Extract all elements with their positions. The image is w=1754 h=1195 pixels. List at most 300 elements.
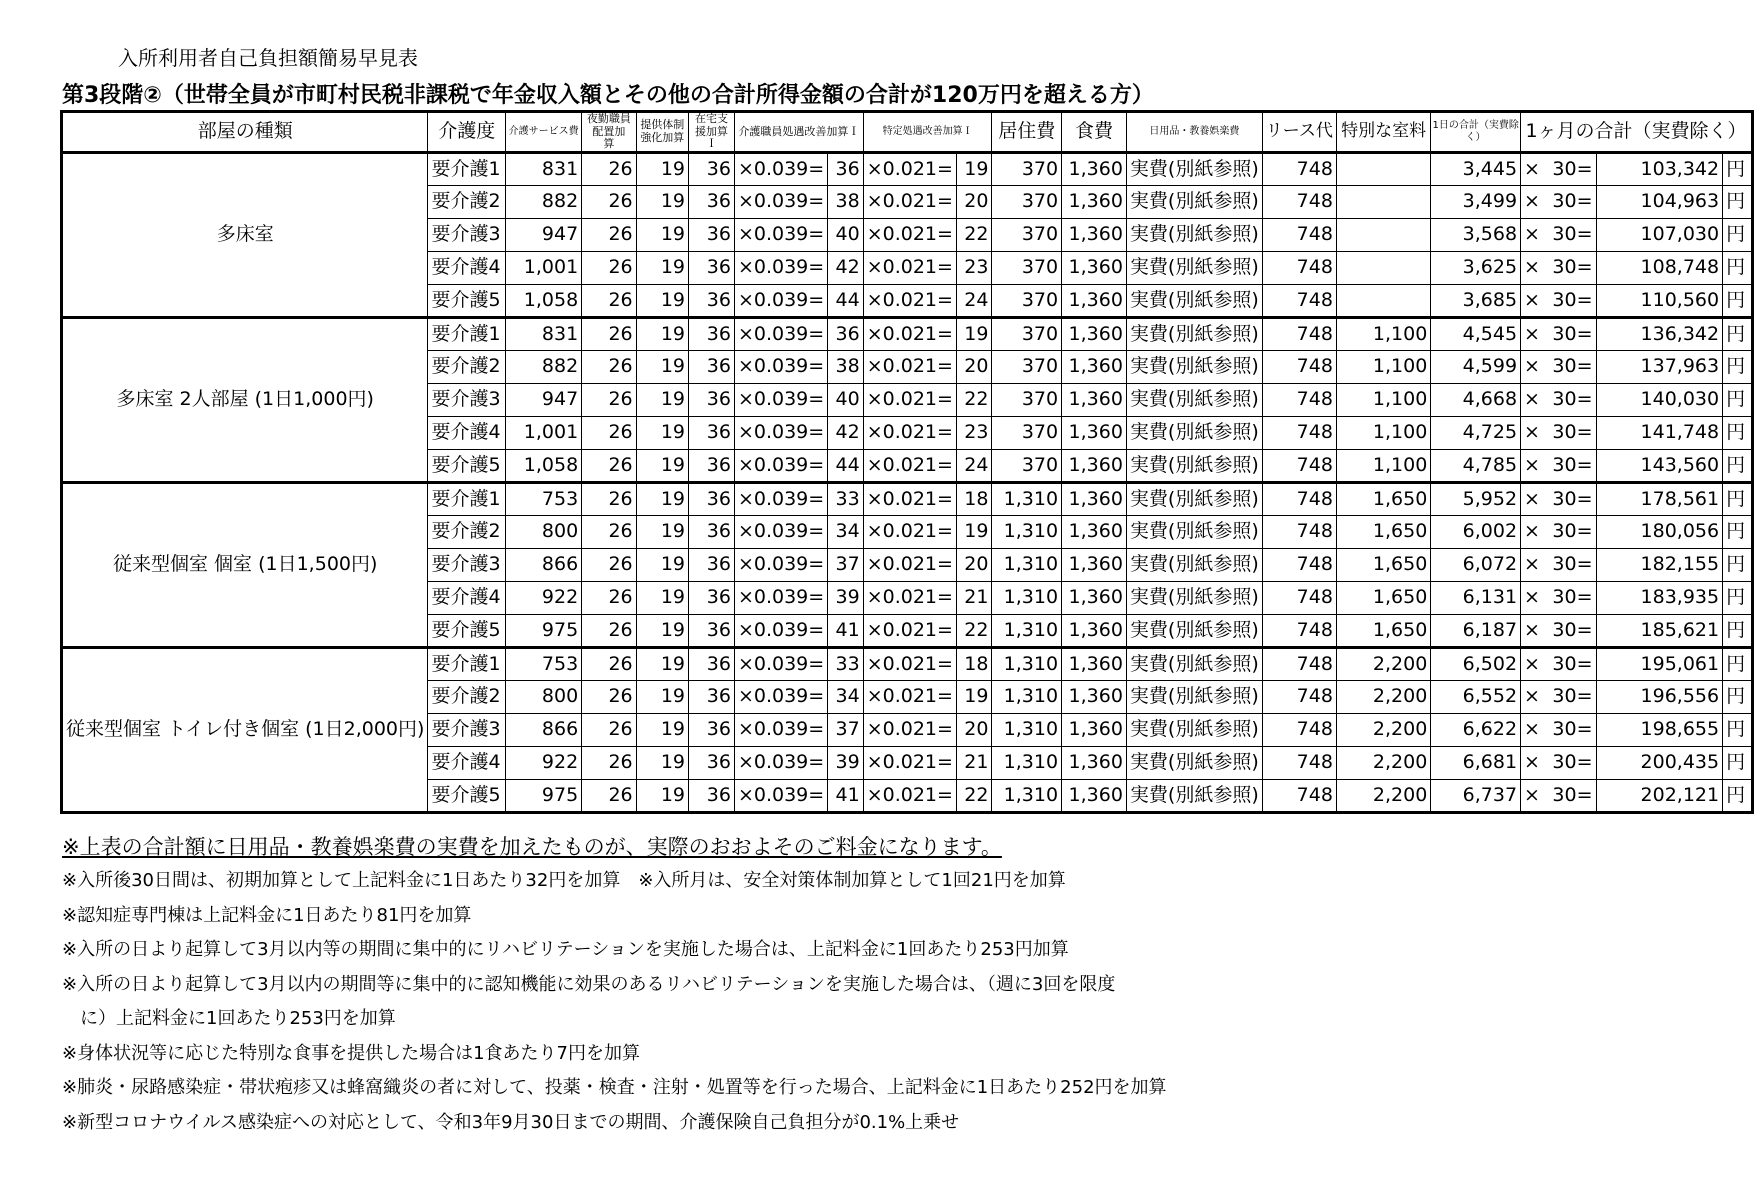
service-system: 19 [636,647,688,680]
monthly-total: 185,621 [1596,614,1723,647]
care-level: 要介護3 [428,218,506,251]
lease-fee: 748 [1262,251,1336,284]
monthly-total: 137,963 [1596,350,1723,383]
residence-fee: 1,310 [992,713,1062,746]
specific-multiplier: ×0.021= [863,515,956,548]
meal-fee: 1,360 [1062,779,1127,812]
specific-multiplier: ×0.021= [863,482,956,515]
yen-unit: 円 [1723,218,1753,251]
header-room: 部屋の種類 [62,112,428,153]
meal-fee: 1,360 [1062,515,1127,548]
monthly-total: 195,061 [1596,647,1723,680]
home-support: 36 [689,713,735,746]
residence-fee: 370 [992,284,1062,317]
table-row [62,647,1753,680]
days-count: 30= [1546,218,1596,251]
daily-total: 6,552 [1431,680,1521,713]
lease-fee: 748 [1262,647,1336,680]
days-count: 30= [1546,548,1596,581]
specific-multiplier: ×0.021= [863,416,956,449]
header-lease: リース代 [1262,112,1336,153]
specific-multiplier: ×0.021= [863,317,956,350]
header-residence: 居住費 [992,112,1062,153]
note-line: ※身体状況等に応じた特別な食事を提供した場合は1食あたり7円を加算 [62,1042,640,1064]
header-specific-treatment: 特定処遇改善加算Ｉ [863,112,992,153]
home-support: 36 [689,482,735,515]
special-room-fee [1336,185,1430,218]
lease-fee: 748 [1262,746,1336,779]
note-line: に）上記料金に1回あたり253円を加算 [62,1008,396,1029]
staff-multiplier: ×0.039= [734,581,827,614]
header-row [62,112,1753,153]
yen-unit: 円 [1723,152,1753,185]
monthly-total: 141,748 [1596,416,1723,449]
service-fee: 831 [506,152,582,185]
header-monthly-total: 1ヶ月の合計（実費除く） [1521,112,1753,153]
specific-treatment: 20 [956,350,992,383]
specific-treatment: 18 [956,482,992,515]
specific-multiplier: ×0.021= [863,713,956,746]
staff-multiplier: ×0.039= [734,548,827,581]
days-count: 30= [1546,284,1596,317]
staff-multiplier: ×0.039= [734,746,827,779]
service-system: 19 [636,185,688,218]
staff-multiplier: ×0.039= [734,680,827,713]
special-room-fee: 2,200 [1336,779,1430,812]
care-level: 要介護2 [428,680,506,713]
service-system: 19 [636,713,688,746]
daily-total: 4,668 [1431,383,1521,416]
daily-total: 4,599 [1431,350,1521,383]
special-room-fee: 2,200 [1336,713,1430,746]
note-line: ※入所後30日間は、初期加算として上記料金に1日あたり32円を加算 ※入所月は、安全対策体制加算として1回21円を加算 [62,870,1066,891]
yen-unit: 円 [1723,647,1753,680]
service-system: 19 [636,383,688,416]
specific-multiplier: ×0.021= [863,746,956,779]
times-sign: × [1521,581,1547,614]
specific-multiplier: ×0.021= [863,284,956,317]
special-room-fee: 1,100 [1336,416,1430,449]
meal-fee: 1,360 [1062,383,1127,416]
specific-treatment: 23 [956,251,992,284]
care-level: 要介護1 [428,482,506,515]
note-line: ※入所の日より起算して3月以内等の期間に集中的にリハビリテーションを実施した場合は、上記料金に1回あたり253円加算 [62,939,1069,960]
daily-total: 6,072 [1431,548,1521,581]
special-room-fee [1336,284,1430,317]
home-support: 36 [689,614,735,647]
daily-goods: 実費(別紙参照) [1126,581,1262,614]
yen-unit: 円 [1723,548,1753,581]
daily-total: 4,725 [1431,416,1521,449]
daily-goods: 実費(別紙参照) [1126,614,1262,647]
service-system: 19 [636,251,688,284]
residence-fee: 370 [992,317,1062,350]
specific-multiplier: ×0.021= [863,251,956,284]
home-support: 36 [689,581,735,614]
specific-multiplier: ×0.021= [863,185,956,218]
monthly-total: 202,121 [1596,779,1723,812]
times-sign: × [1521,680,1547,713]
special-room-fee: 1,100 [1336,350,1430,383]
staff-treatment: 34 [828,680,864,713]
specific-multiplier: ×0.021= [863,449,956,482]
fee-table [60,110,1754,814]
special-room-fee: 1,650 [1336,548,1430,581]
days-count: 30= [1546,416,1596,449]
daily-goods: 実費(別紙参照) [1126,746,1262,779]
lease-fee: 748 [1262,614,1336,647]
daily-goods: 実費(別紙参照) [1126,449,1262,482]
times-sign: × [1521,548,1547,581]
service-fee: 947 [506,218,582,251]
specific-treatment: 23 [956,416,992,449]
room-group [62,647,1753,812]
meal-fee: 1,360 [1062,746,1127,779]
specific-treatment: 18 [956,647,992,680]
special-room-fee [1336,152,1430,185]
residence-fee: 370 [992,350,1062,383]
staff-treatment: 40 [828,383,864,416]
staff-treatment: 40 [828,218,864,251]
night-staff: 26 [582,350,636,383]
home-support: 36 [689,383,735,416]
care-level: 要介護5 [428,614,506,647]
yen-unit: 円 [1723,680,1753,713]
meal-fee: 1,360 [1062,449,1127,482]
daily-goods: 実費(別紙参照) [1126,416,1262,449]
home-support: 36 [689,680,735,713]
service-fee: 866 [506,713,582,746]
meal-fee: 1,360 [1062,713,1127,746]
times-sign: × [1521,383,1547,416]
night-staff: 26 [582,548,636,581]
residence-fee: 1,310 [992,779,1062,812]
night-staff: 26 [582,581,636,614]
residence-fee: 1,310 [992,548,1062,581]
night-staff: 26 [582,383,636,416]
staff-treatment: 42 [828,251,864,284]
monthly-total: 103,342 [1596,152,1723,185]
monthly-total: 200,435 [1596,746,1723,779]
night-staff: 26 [582,185,636,218]
care-level: 要介護4 [428,416,506,449]
night-staff: 26 [582,284,636,317]
night-staff: 26 [582,317,636,350]
days-count: 30= [1546,746,1596,779]
document-title: 第3段階②（世帯全員が市町村民税非課税で年金収入額とその他の合計所得金額の合計が120万円を超える方） [62,83,1154,108]
service-system: 19 [636,614,688,647]
meal-fee: 1,360 [1062,647,1127,680]
staff-multiplier: ×0.039= [734,317,827,350]
yen-unit: 円 [1723,383,1753,416]
service-fee: 1,058 [506,449,582,482]
night-staff: 26 [582,152,636,185]
staff-treatment: 33 [828,647,864,680]
monthly-total: 143,560 [1596,449,1723,482]
yen-unit: 円 [1723,746,1753,779]
staff-treatment: 38 [828,185,864,218]
service-system: 19 [636,284,688,317]
service-system: 19 [636,482,688,515]
home-support: 36 [689,284,735,317]
service-fee: 882 [506,185,582,218]
specific-treatment: 21 [956,746,992,779]
days-count: 30= [1546,581,1596,614]
specific-multiplier: ×0.021= [863,152,956,185]
residence-fee: 1,310 [992,614,1062,647]
staff-multiplier: ×0.039= [734,350,827,383]
table-row [62,317,1753,350]
specific-treatment: 19 [956,317,992,350]
specific-multiplier: ×0.021= [863,647,956,680]
note-line: ※肺炎・尿路感染症・帯状疱疹又は蜂窩織炎の者に対して、投薬・検査・注射・処置等を行った場合、上記料金に1日あたり252円を加算 [62,1077,1167,1098]
daily-goods: 実費(別紙参照) [1126,350,1262,383]
header-care-level: 介護度 [428,112,506,153]
meal-fee: 1,360 [1062,251,1127,284]
special-room-fee: 1,650 [1336,581,1430,614]
yen-unit: 円 [1723,350,1753,383]
night-staff: 26 [582,647,636,680]
specific-treatment: 19 [956,515,992,548]
days-count: 30= [1546,647,1596,680]
days-count: 30= [1546,515,1596,548]
days-count: 30= [1546,713,1596,746]
care-level: 要介護4 [428,746,506,779]
monthly-total: 136,342 [1596,317,1723,350]
room-type: 従来型個室 トイレ付き個室 (1日2,000円) [62,647,428,812]
special-room-fee: 2,200 [1336,746,1430,779]
home-support: 36 [689,647,735,680]
home-support: 36 [689,548,735,581]
daily-total: 6,622 [1431,713,1521,746]
service-fee: 882 [506,350,582,383]
daily-total: 3,499 [1431,185,1521,218]
care-level: 要介護2 [428,185,506,218]
service-fee: 800 [506,515,582,548]
night-staff: 26 [582,251,636,284]
care-level: 要介護5 [428,284,506,317]
times-sign: × [1521,317,1547,350]
times-sign: × [1521,350,1547,383]
staff-multiplier: ×0.039= [734,251,827,284]
night-staff: 26 [582,713,636,746]
home-support: 36 [689,317,735,350]
staff-multiplier: ×0.039= [734,152,827,185]
times-sign: × [1521,416,1547,449]
times-sign: × [1521,746,1547,779]
header-service-system: 提供体制強化加算 [636,112,688,153]
yen-unit: 円 [1723,251,1753,284]
staff-multiplier: ×0.039= [734,515,827,548]
service-fee: 922 [506,581,582,614]
lease-fee: 748 [1262,218,1336,251]
specific-multiplier: ×0.021= [863,779,956,812]
times-sign: × [1521,284,1547,317]
staff-treatment: 36 [828,152,864,185]
residence-fee: 1,310 [992,746,1062,779]
home-support: 36 [689,185,735,218]
care-level: 要介護3 [428,548,506,581]
lease-fee: 748 [1262,680,1336,713]
daily-goods: 実費(別紙参照) [1126,713,1262,746]
monthly-total: 183,935 [1596,581,1723,614]
lease-fee: 748 [1262,284,1336,317]
staff-treatment: 41 [828,779,864,812]
care-level: 要介護4 [428,251,506,284]
daily-total: 3,568 [1431,218,1521,251]
header-night-staff: 夜勤職員配置加 算 [582,112,636,153]
staff-multiplier: ×0.039= [734,383,827,416]
times-sign: × [1521,185,1547,218]
room-type: 従来型個室 個室 (1日1,500円) [62,482,428,647]
home-support: 36 [689,218,735,251]
service-fee: 975 [506,614,582,647]
yen-unit: 円 [1723,185,1753,218]
lease-fee: 748 [1262,515,1336,548]
residence-fee: 1,310 [992,482,1062,515]
yen-unit: 円 [1723,581,1753,614]
care-level: 要介護1 [428,317,506,350]
residence-fee: 370 [992,185,1062,218]
staff-multiplier: ×0.039= [734,416,827,449]
daily-goods: 実費(別紙参照) [1126,647,1262,680]
specific-treatment: 22 [956,614,992,647]
home-support: 36 [689,515,735,548]
staff-multiplier: ×0.039= [734,185,827,218]
special-room-fee: 1,100 [1336,449,1430,482]
days-count: 30= [1546,350,1596,383]
staff-multiplier: ×0.039= [734,449,827,482]
note-line: ※入所の日より起算して3月以内の期間等に集中的に認知機能に効果のあるリハビリテーションを実施した場合は、（週に3回を限度 [62,973,1116,995]
night-staff: 26 [582,416,636,449]
specific-multiplier: ×0.021= [863,548,956,581]
night-staff: 26 [582,680,636,713]
lease-fee: 748 [1262,449,1336,482]
times-sign: × [1521,614,1547,647]
staff-treatment: 37 [828,548,864,581]
home-support: 36 [689,779,735,812]
night-staff: 26 [582,218,636,251]
specific-treatment: 21 [956,581,992,614]
care-level: 要介護5 [428,449,506,482]
days-count: 30= [1546,185,1596,218]
note-line: ※認知症専門棟は上記料金に1日あたり81円を加算 [62,904,472,926]
lease-fee: 748 [1262,317,1336,350]
specific-treatment: 20 [956,185,992,218]
times-sign: × [1521,449,1547,482]
staff-treatment: 34 [828,515,864,548]
lease-fee: 748 [1262,383,1336,416]
daily-goods: 実費(別紙参照) [1126,218,1262,251]
residence-fee: 370 [992,218,1062,251]
lease-fee: 748 [1262,152,1336,185]
yen-unit: 円 [1723,614,1753,647]
meal-fee: 1,360 [1062,185,1127,218]
room-group [62,482,1753,647]
daily-total: 4,545 [1431,317,1521,350]
care-level: 要介護5 [428,779,506,812]
days-count: 30= [1546,251,1596,284]
service-system: 19 [636,218,688,251]
lease-fee: 748 [1262,482,1336,515]
table-row [62,482,1753,515]
specific-multiplier: ×0.021= [863,614,956,647]
service-system: 19 [636,548,688,581]
specific-multiplier: ×0.021= [863,350,956,383]
special-room-fee [1336,218,1430,251]
times-sign: × [1521,515,1547,548]
daily-total: 3,625 [1431,251,1521,284]
home-support: 36 [689,350,735,383]
special-room-fee: 1,650 [1336,515,1430,548]
care-level: 要介護1 [428,647,506,680]
care-level: 要介護1 [428,152,506,185]
daily-goods: 実費(別紙参照) [1126,548,1262,581]
daily-goods: 実費(別紙参照) [1126,779,1262,812]
monthly-total: 180,056 [1596,515,1723,548]
staff-treatment: 39 [828,746,864,779]
special-room-fee [1336,251,1430,284]
staff-treatment: 41 [828,614,864,647]
monthly-total: 107,030 [1596,218,1723,251]
times-sign: × [1521,647,1547,680]
home-support: 36 [689,152,735,185]
care-level: 要介護3 [428,713,506,746]
daily-goods: 実費(別紙参照) [1126,515,1262,548]
yen-unit: 円 [1723,515,1753,548]
meal-fee: 1,360 [1062,416,1127,449]
meal-fee: 1,360 [1062,152,1127,185]
service-fee: 866 [506,548,582,581]
staff-multiplier: ×0.039= [734,614,827,647]
service-fee: 922 [506,746,582,779]
service-fee: 1,001 [506,416,582,449]
specific-treatment: 20 [956,548,992,581]
daily-total: 3,685 [1431,284,1521,317]
days-count: 30= [1546,317,1596,350]
yen-unit: 円 [1723,317,1753,350]
notes [62,830,1167,1140]
times-sign: × [1521,779,1547,812]
daily-total: 6,131 [1431,581,1521,614]
service-system: 19 [636,680,688,713]
document-subtitle: 入所利用者自己負担額簡易早見表 [118,46,418,70]
service-system: 19 [636,317,688,350]
home-support: 36 [689,251,735,284]
service-fee: 800 [506,680,582,713]
meal-fee: 1,360 [1062,350,1127,383]
night-staff: 26 [582,449,636,482]
residence-fee: 370 [992,383,1062,416]
special-room-fee: 2,200 [1336,647,1430,680]
service-fee: 753 [506,647,582,680]
room-type: 多床室 [62,152,428,317]
header-staff-treatment: 介護職員処遇改善加算Ｉ [734,112,863,153]
daily-goods: 実費(別紙参照) [1126,482,1262,515]
meal-fee: 1,360 [1062,482,1127,515]
night-staff: 26 [582,614,636,647]
days-count: 30= [1546,449,1596,482]
staff-multiplier: ×0.039= [734,647,827,680]
monthly-total: 182,155 [1596,548,1723,581]
staff-treatment: 38 [828,350,864,383]
staff-multiplier: ×0.039= [734,218,827,251]
yen-unit: 円 [1723,482,1753,515]
yen-unit: 円 [1723,284,1753,317]
table-row [62,152,1753,185]
night-staff: 26 [582,779,636,812]
times-sign: × [1521,218,1547,251]
